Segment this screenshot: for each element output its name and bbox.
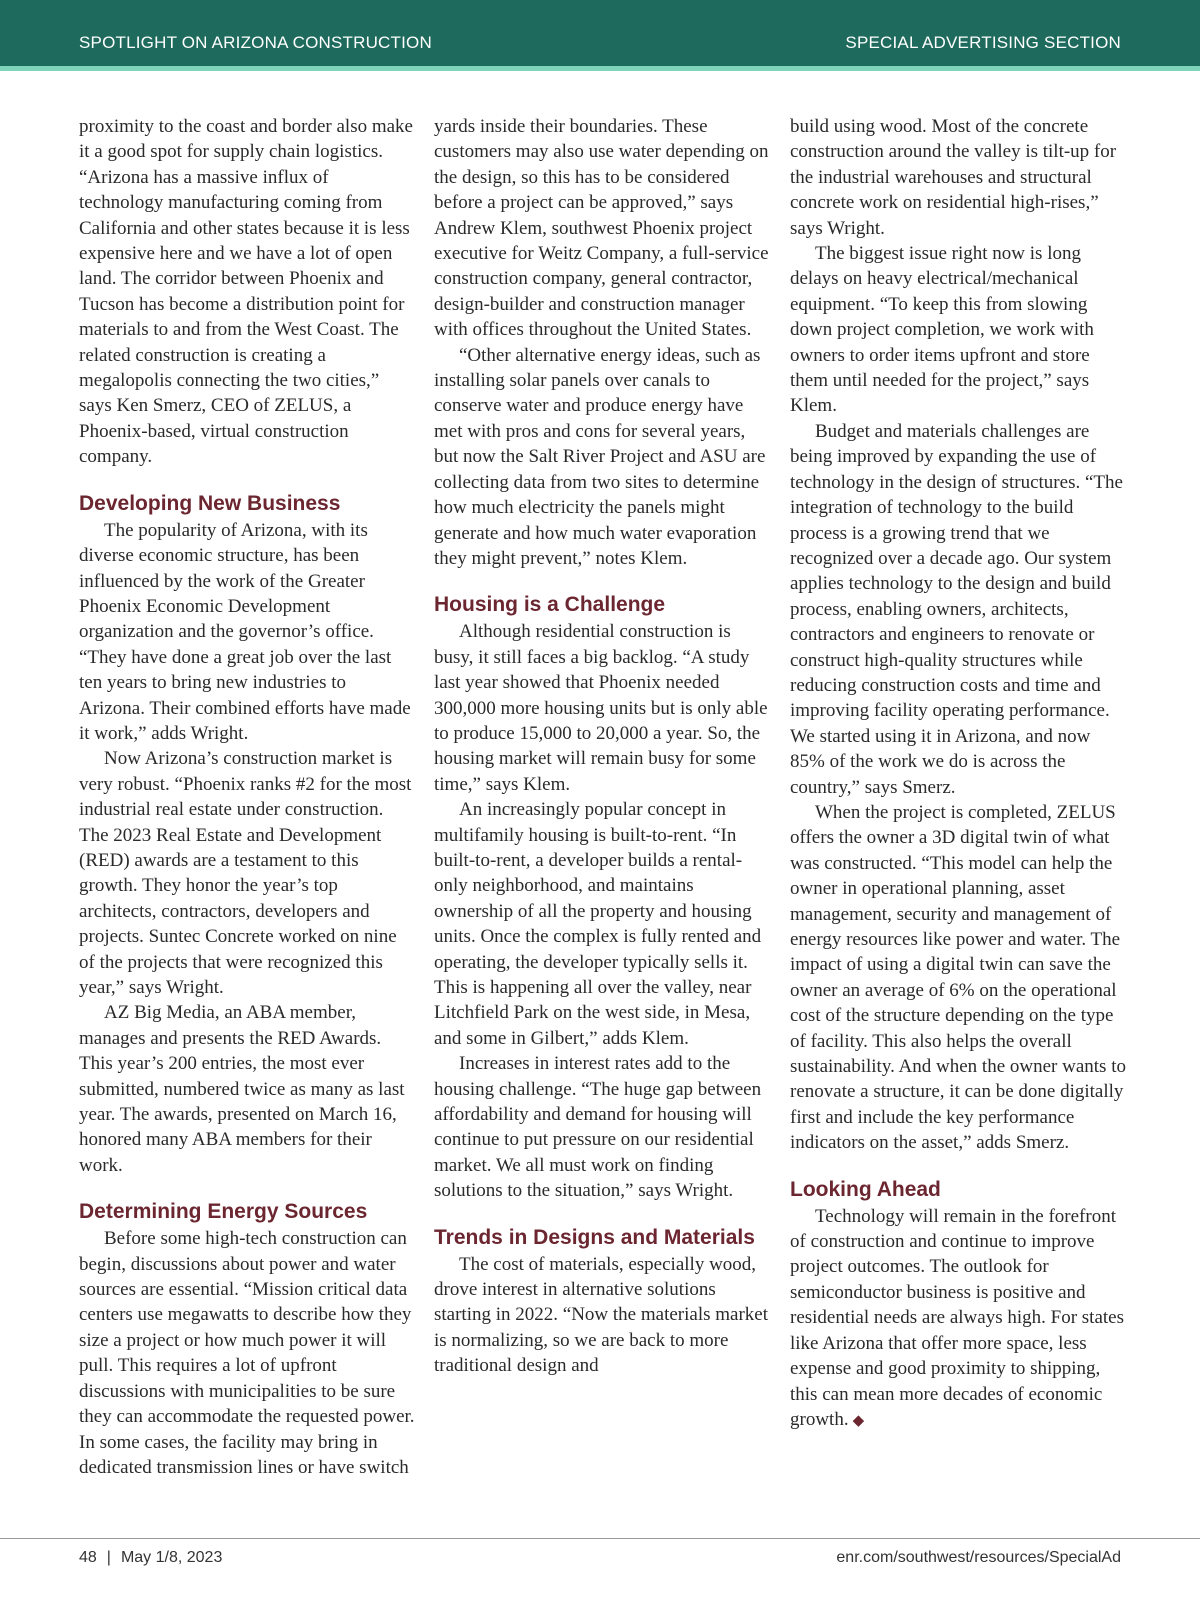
paragraph: Now Arizona’s construction market is very robust. “Phoenix ranks #2 for the most industrial real estate under construction. The 2023 Real Estate and Development (RED) awards are a testament to this growth. They honor the year’s top architects, contractors, developers and projects. Suntec Concrete worked on nine of the projects that were recognized this year,” says Wright. — [79, 748, 412, 998]
footer-separator: | — [106, 1549, 111, 1566]
section-heading: Determining Energy Sources — [79, 1200, 368, 1224]
paragraph: yards inside their boundaries. These customers may also use water depending on the design, so this has to be considered before a project can be approved,” says Andrew Klem, southwest Phoenix project executive for Weitz Company, a full-service construction company, general contractor, design-builder and construction manager with offices throughout the United States. — [434, 116, 769, 341]
paragraph: AZ Big Media, an ABA member, manages and presents the RED Awards. This year’s 200 entries, the most ever submitted, numbered twice as many as last year. The awards, presented on March 16, honored many ABA members for their work. — [79, 1002, 405, 1176]
paragraph: proximity to the coast and border also make it a good spot for supply chain logistics. “Arizona has a massive influx of technology manufacturing coming from California and other states because it is less expensive here and we have a lot of open land. The corridor between Phoenix and Tucson has become a distribution point for materials to and from the West Coast. The related construction is creating a megalopolis connecting the two cities,” says Ken Smerz, CEO of ZELUS, a Phoenix-based, virtual construction company. — [79, 116, 413, 468]
paragraph-text: Technology will remain in the forefront of construction and continue to improve project outcomes. The outlook for semiconductor business is positive and residential needs are always high. For states like Arizona that offer more space, less expense and good proximity to shipping, this can mean more decades of economic growth. — [790, 1205, 1124, 1430]
article-column-2 — [434, 114, 770, 1379]
paragraph: The popularity of Arizona, with its diverse economic structure, has been influenced by the work of the Greater Phoenix Economic Development organization and the governor’s office. “They have done a great job over the last ten years to bring new industries to Arizona. Their combined efforts have made it work,” adds Wright. — [79, 519, 411, 744]
paragraph — [790, 1204, 1126, 1435]
footer-left — [79, 1549, 222, 1567]
header-stripe — [0, 66, 1200, 71]
footer-divider — [0, 1538, 1200, 1539]
paragraph: Although residential construction is busy, it still faces a big backlog. “A study last year showed that Phoenix needed 300,000 more housing units but is only able to produce 15,000 to 20,000 a year. So, the housing market will remain busy for some time,” says Klem. — [434, 621, 768, 795]
paragraph: An increasingly popular concept in multifamily housing is built-to-rent. “In built-to-rent, a developer builds a rental-only neighborhood, and maintains ownership of all the property and housing units. Once the complex is fully rented and operating, the developer typically sells it. This is happening all over the valley, near Litchfield Park on the west side, in Mesa, and some in Gilbert,” adds Klem. — [434, 799, 762, 1049]
paragraph: Increases in interest rates add to the housing challenge. “The huge gap between affordability and demand for housing will continue to put pressure on our residential market. We all must work on finding solutions to the situation,” says Wright. — [434, 1053, 762, 1202]
article-column-1 — [79, 114, 415, 1480]
page-number: 48 — [79, 1549, 97, 1566]
section-heading: Looking Ahead — [790, 1177, 941, 1201]
header-bar — [0, 0, 1200, 66]
paragraph: Before some high-tech construction can begin, discussions about power and water sources are essential. “Mission critical data centers use megawatts to describe how they size a project or how much power it will pull. This requires a lot of upfront discussions with municipalities to be sure they can accommodate the requested power. In some cases, the facility may bring in dedicated transmission lines or have switch — [79, 1228, 415, 1478]
end-mark-icon: ◆ — [852, 1412, 865, 1429]
paragraph: When the project is completed, ZELUS offers the owner a 3D digital twin of what was constructed. “This model can help the owner in operational planning, asset management, security and management of energy resources like power and water. The impact of using a digital twin can save the owner an average of 6% on the operational cost of the structure depending on the type of facility. This also helps the overall sustainability. And when the owner wants to renovate a structure, it can be done digitally first and include the key performance indicators on the asset,” adds Smerz. — [790, 801, 1126, 1154]
paragraph: “Other alternative energy ideas, such as installing solar panels over canals to conserve water and produce energy have met with pros and cons for several years, but now the Salt River Project and ASU are collecting data from two sites to determine how much electricity the panels might generate and how much water evaporation they might prevent,” notes Klem. — [434, 344, 766, 569]
footer-url: enr.com/southwest/resources/SpecialAd — [836, 1549, 1121, 1566]
article-column-3 — [790, 114, 1126, 1434]
section-heading: Trends in Designs and Materials — [434, 1225, 755, 1249]
paragraph: The biggest issue right now is long delays on heavy electrical/mechanical equipment. “To keep this from slowing down project completion, we work with owners to order items upfront and store them until needed for the project,” says Klem. — [790, 243, 1094, 417]
paragraph: The cost of materials, especially wood, drove interest in alternative solutions starting in 2022. “Now the materials market is normalizing, so we are back to more traditional design and — [434, 1253, 768, 1377]
section-heading: Developing New Business — [79, 491, 341, 515]
advertising-label: SPECIAL ADVERTISING SECTION — [845, 33, 1121, 52]
paragraph: build using wood. Most of the concrete construction around the valley is tilt-up for the industrial warehouses and structural concrete work on residential high-rises,” says Wright. — [790, 116, 1117, 239]
section-heading: Housing is a Challenge — [434, 593, 666, 617]
section-title: SPOTLIGHT ON ARIZONA CONSTRUCTION — [79, 33, 432, 52]
issue-date: May 1/8, 2023 — [120, 1549, 223, 1566]
paragraph: Budget and materials challenges are being improved by expanding the use of technology in the design of structures. “The integration of technology to the build process is a growing trend that we recognized over a decade ago. Our system applies technology to the design and build process, enabling owners, architects, contractors and engineers to renovate or construct high-quality structures while reducing construction costs and time and improving facility operating performance. We started using it in Arizona, and now 85% of the work we do is across the country,” says Smerz. — [790, 420, 1123, 798]
